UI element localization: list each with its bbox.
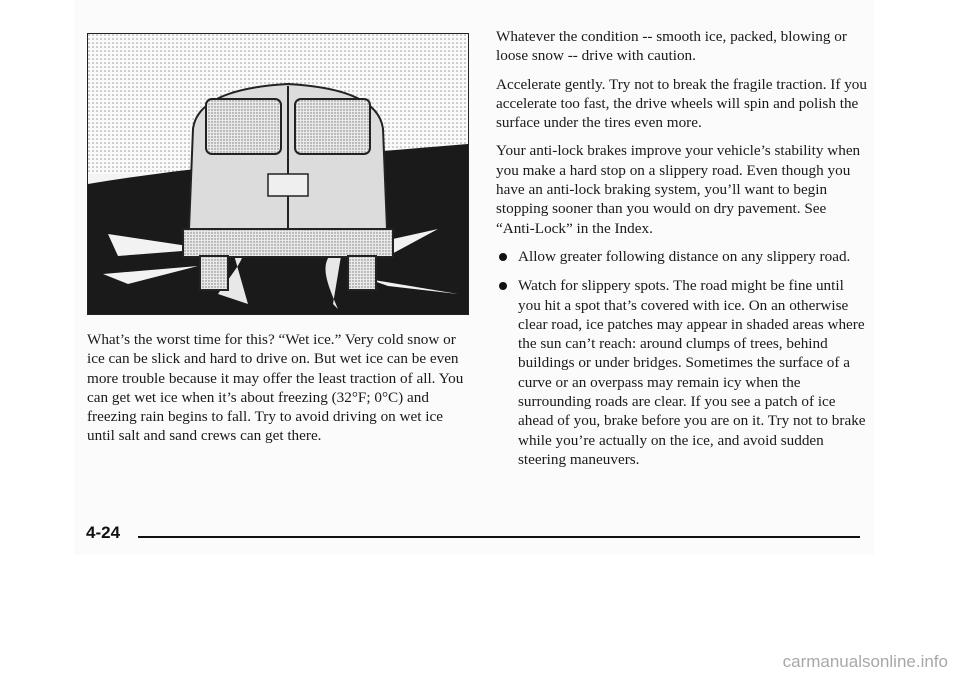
- van-on-ice-illustration: [87, 33, 469, 315]
- condition-paragraph: Whatever the condition -- smooth ice, packed, blowing or loose snow -- drive with caution.: [496, 28, 847, 65]
- wet-ice-paragraph: What’s the worst time for this? “Wet ice.” Very cold snow or ice can be slick and hard to drive on. But wet ice can be even more trouble because it may offer the least traction of all. You can get wet ice when it’s about freezing (32°F; 0°C) and freezing rain begins to fall. Try to avoid driving on wet ice until salt and sand crews can get there.: [87, 331, 464, 445]
- right-column: [496, 27, 868, 479]
- page-number: 4-24: [86, 523, 121, 542]
- footer-rule: [138, 536, 860, 538]
- bullet-icon: [499, 282, 507, 290]
- bullet-text: Watch for slippery spots. The road might be fine until you hit a spot that’s covered with ice. On an otherwise clear road, ice patches may appear in shaded areas where the sun can’t reach: around clumps of trees, behind buildings or under bridges. Sometimes the surface of a curve or an overpass may remain icy when the surrounding roads are clear. If you see a patch of ice ahead of you, brake before you are on it. Try not to brake while you’re actually on the ice, and avoid sudden steering maneuvers.: [518, 277, 866, 468]
- anti-lock-paragraph: Your anti-lock brakes improve your vehicle’s stability when you make a hard stop on a slippery road. Even though you have an anti-lock braking system, you’ll want to begin stopping sooner than you would on dry pavement. See “Anti-Lock” in the Index.: [496, 142, 861, 237]
- bullet-item: [496, 276, 868, 469]
- van-rear-drawing: [88, 34, 468, 314]
- accelerate-paragraph: Accelerate gently. Try not to break the fragile traction. If you accelerate too fast, the drive wheels will spin and polish the surface under the tires even more.: [496, 75, 867, 132]
- bullet-text: Allow greater following distance on any slippery road.: [518, 247, 851, 265]
- bullet-icon: [499, 253, 507, 261]
- site-watermark: carmanualsonline.info: [782, 652, 948, 671]
- bullet-item: [496, 247, 868, 266]
